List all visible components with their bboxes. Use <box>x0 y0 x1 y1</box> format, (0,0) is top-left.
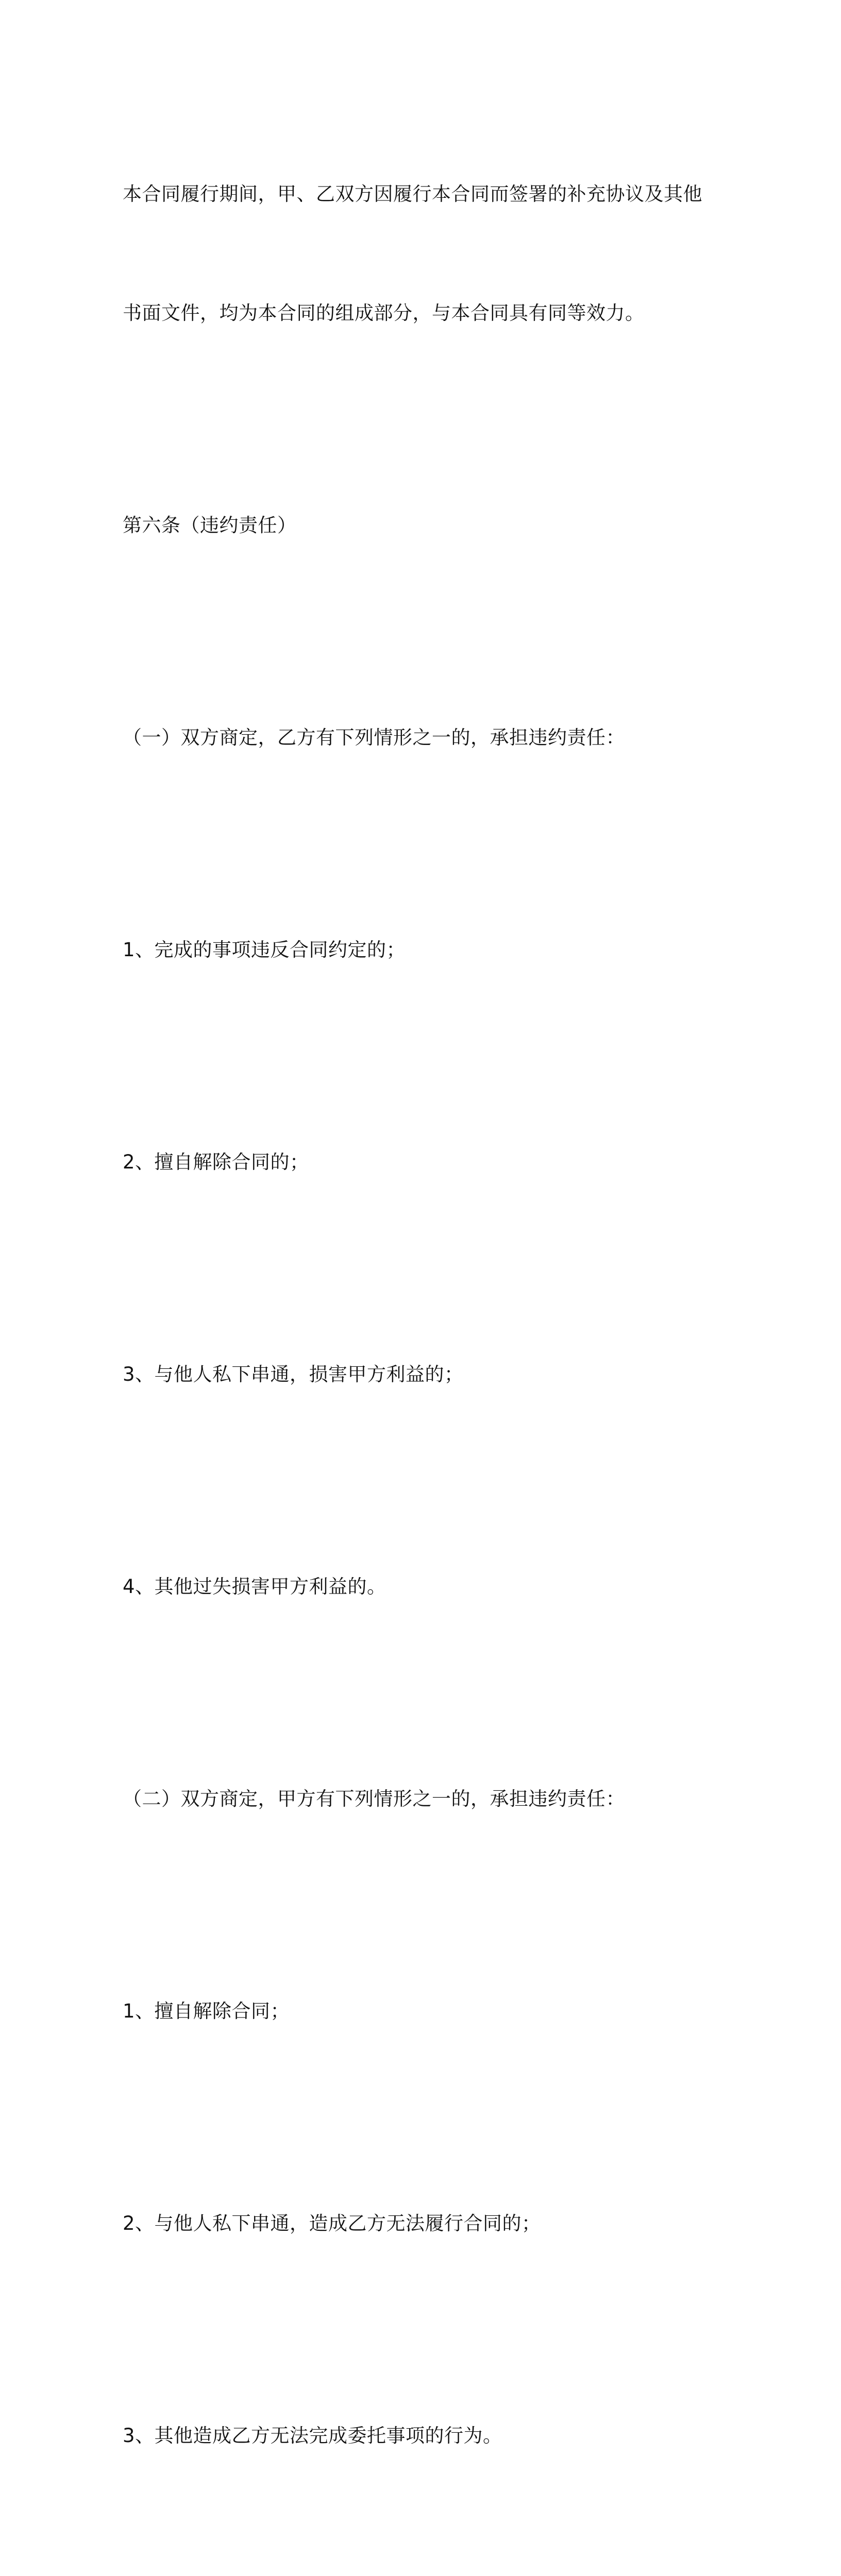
list-item <box>123 1487 720 1686</box>
article-6-heading <box>123 426 720 624</box>
text-line: 1、擅自解除合同； <box>123 2000 290 2022</box>
text-line: （一）双方商定，乙方有下列情形之一的，承担违约责任： <box>123 726 625 749</box>
list-item <box>123 2336 720 2535</box>
text-line: 3、与他人私下串通，损害甲方利益的； <box>123 1363 464 1385</box>
list-item <box>123 1912 720 2110</box>
paragraph-supplementary-docs <box>123 95 720 412</box>
clause-6-2 <box>123 1700 720 1898</box>
clause-6-3 <box>123 2549 720 2576</box>
text-line: 2、擅自解除合同的； <box>123 1151 309 1173</box>
text-line: 4、其他过失损害甲方利益的。 <box>123 1575 386 1598</box>
text-line: 1、完成的事项违反合同约定的； <box>123 939 406 961</box>
list-item <box>123 851 720 1049</box>
text-line: （二）双方商定，甲方有下列情形之一的，承担违约责任： <box>123 1788 625 1810</box>
text-line: 2、与他人私下串通，造成乙方无法履行合同的； <box>123 2212 541 2234</box>
text-line: 第六条（违约责任） <box>123 514 297 536</box>
list-item <box>123 2124 720 2323</box>
text-line: 本合同履行期间，甲、乙双方因履行本合同而签署的补充协议及其他 <box>123 183 702 205</box>
list-item <box>123 1063 720 1261</box>
text-line: 3、其他造成乙方无法完成委托事项的行为。 <box>123 2425 502 2447</box>
clause-6-1 <box>123 638 720 837</box>
document-body <box>123 95 720 2576</box>
list-item <box>123 1275 720 1473</box>
text-line: 书面文件，均为本合同的组成部分，与本合同具有同等效力。 <box>123 302 645 324</box>
